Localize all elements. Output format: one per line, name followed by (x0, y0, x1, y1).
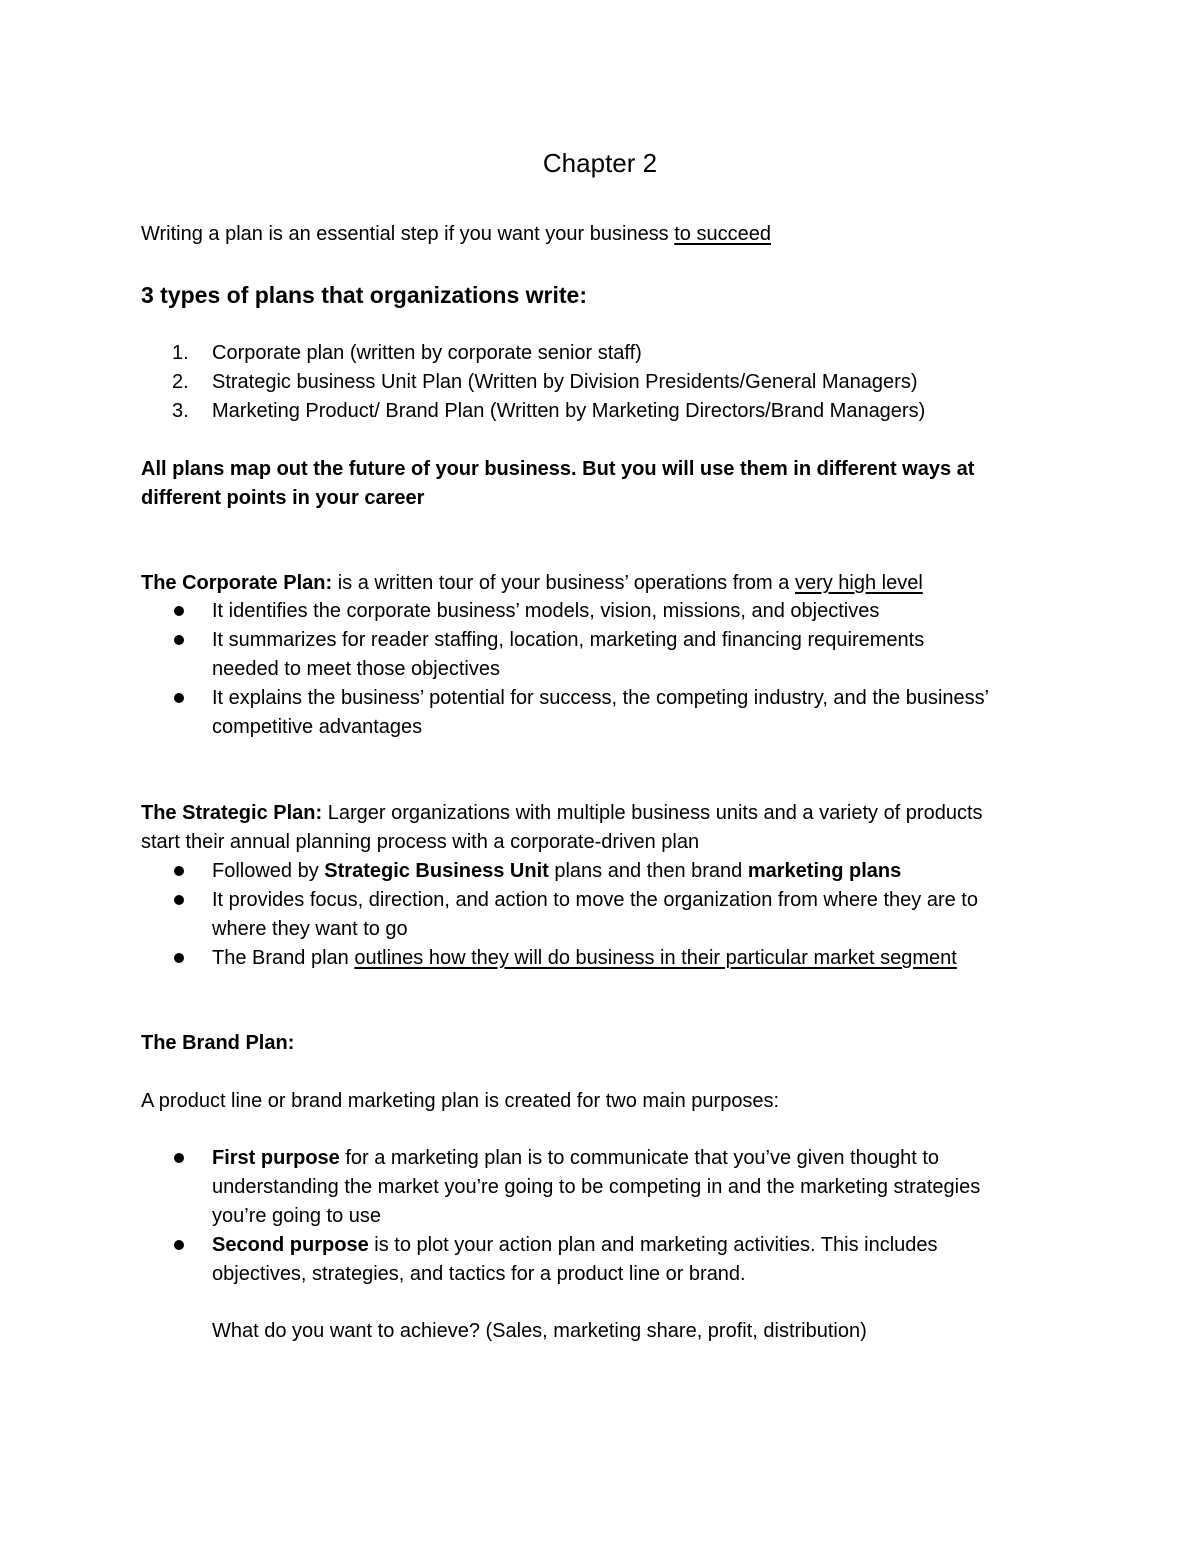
plan-type-item: Corporate plan (written by corporate senior staff) (212, 342, 642, 364)
all-plans-line: All plans map out the future of your business. But you will use them in different ways at (141, 458, 975, 480)
bullet-icon (174, 635, 184, 645)
strategic-plan-intro (141, 799, 983, 827)
brand-bullet-continued: objectives, strategies, and tactics for a product line or brand. (212, 1263, 746, 1285)
strategic-plan-text: Larger organizations with multiple business units and a variety of products (322, 802, 983, 824)
list-number: 2. (172, 371, 189, 393)
corporate-bullet: It explains the business’ potential for success, the competing industry, and the business’ (212, 687, 990, 709)
strategic-bullet-bold: Strategic Business Unit (324, 860, 549, 882)
corporate-bullet-continued: needed to meet those objectives (212, 658, 500, 680)
first-purpose-text: for a marketing plan is to communicate that you’ve given thought to (339, 1147, 940, 1169)
corporate-plan-text: is a written tour of your business’ operations from a (332, 572, 795, 594)
bullet-icon (174, 895, 184, 905)
intro-underlined-text: to succeed (674, 223, 771, 245)
bullet-icon (174, 606, 184, 616)
bullet-icon (174, 953, 184, 963)
bullet-icon (174, 1240, 184, 1250)
corporate-plan-intro (141, 569, 923, 597)
list-number: 3. (172, 400, 189, 422)
second-purpose-text: is to plot your action plan and marketing activities. This includes (368, 1234, 938, 1256)
strategic-bullet: It provides focus, direction, and action to move the organization from where they are to (212, 889, 978, 911)
strategic-plan-line2: start their annual planning process with a corporate-driven plan (141, 831, 700, 853)
strategic-bullet-bold: marketing plans (747, 860, 902, 882)
plan-type-item: Strategic business Unit Plan (Written by Division Presidents/General Managers) (212, 371, 918, 393)
corporate-bullet-continued: competitive advantages (212, 716, 423, 738)
page-title: Chapter 2 (542, 148, 658, 178)
list-number: 1. (172, 342, 189, 364)
strategic-plan-label: The Strategic Plan: (141, 802, 323, 824)
plan-type-item: Marketing Product/ Brand Plan (Written by Marketing Directors/Brand Managers) (212, 400, 926, 422)
strategic-bullet-underlined: outlines how they will do business in their particular market segment (354, 947, 957, 969)
bullet-icon (174, 866, 184, 876)
corporate-bullet: It identifies the corporate business’ models, vision, missions, and objectives (212, 600, 880, 622)
strategic-bullet-text: Followed by (212, 860, 325, 882)
brand-bullet (212, 1231, 938, 1259)
intro-text: Writing a plan is an essential step if you want your business (141, 223, 675, 245)
all-plans-line: different points in your career (141, 487, 425, 509)
strategic-bullet-text: The Brand plan (212, 947, 355, 969)
brand-question: What do you want to achieve? (Sales, marketing share, profit, distribution) (212, 1320, 867, 1342)
corporate-plan-underlined: very high level (794, 572, 923, 594)
bullet-icon (174, 1153, 184, 1163)
strategic-bullet-text: plans and then brand (548, 860, 748, 882)
strategic-bullet-continued: where they want to go (212, 918, 408, 940)
strategic-bullet (212, 944, 957, 972)
corporate-bullet: It summarizes for reader staffing, location, marketing and financing requirements (212, 629, 925, 651)
brand-bullet (212, 1144, 939, 1172)
strategic-bullet (212, 857, 901, 885)
bullet-icon (174, 693, 184, 703)
brand-plan-label: The Brand Plan: (141, 1032, 295, 1054)
brand-bullet-continued: you’re going to use (212, 1205, 382, 1227)
brand-bullet-continued: understanding the market you’re going to be competing in and the marketing strategies (212, 1176, 981, 1198)
corporate-plan-label: The Corporate Plan: (141, 572, 333, 594)
brand-plan-intro: A product line or brand marketing plan is created for two main purposes: (141, 1090, 780, 1112)
second-purpose-label: Second purpose (212, 1234, 369, 1256)
intro-line (141, 220, 771, 248)
types-heading: 3 types of plans that organizations write: (141, 282, 588, 308)
first-purpose-label: First purpose (212, 1147, 340, 1169)
